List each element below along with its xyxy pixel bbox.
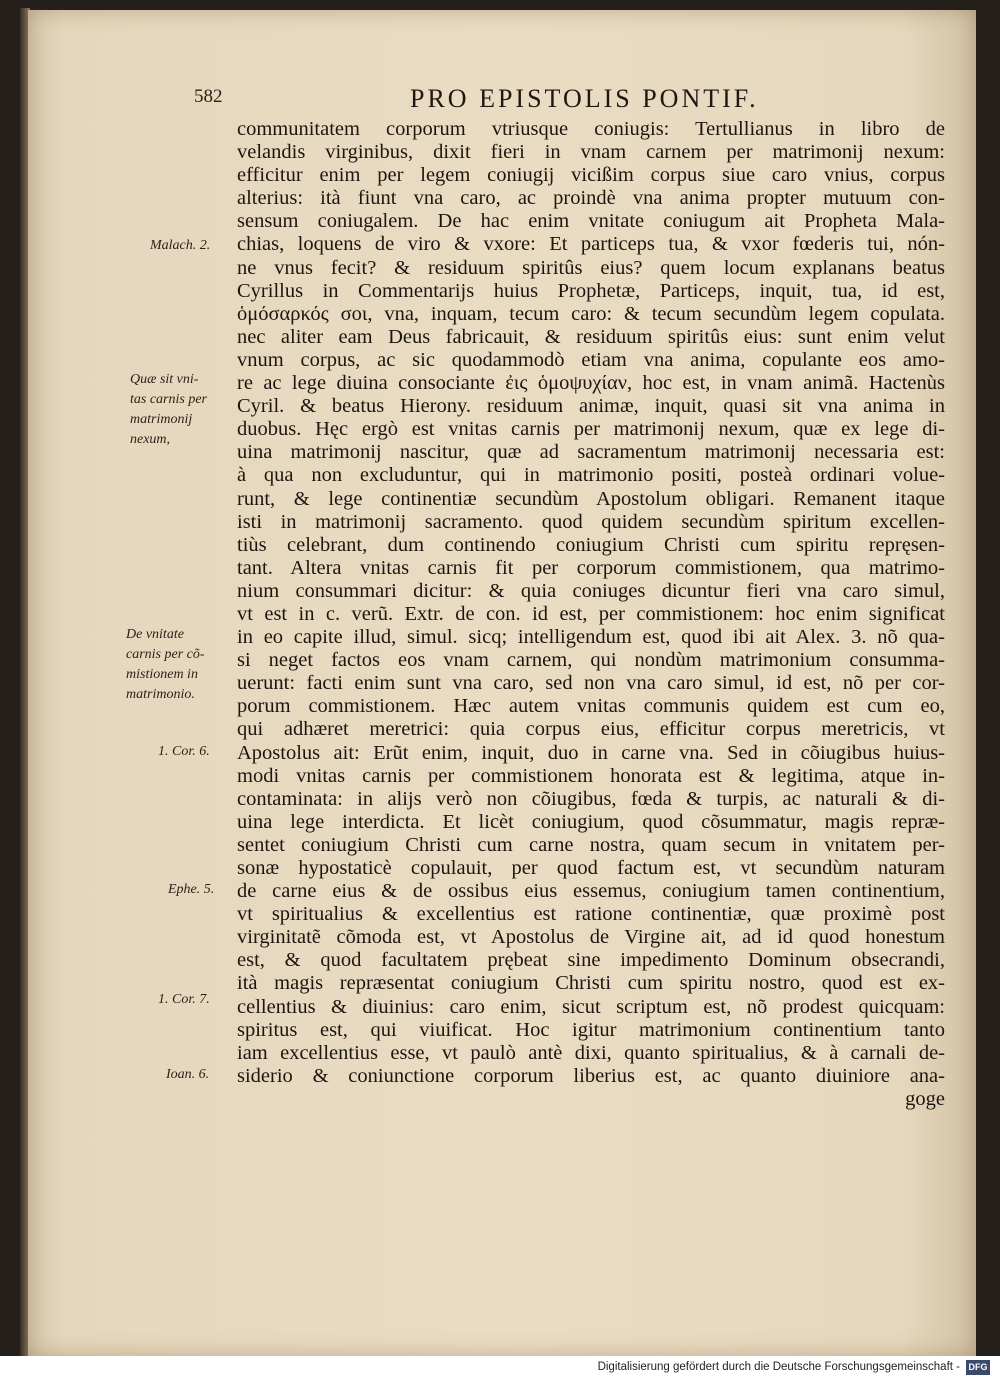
text-line: runt, & lege continentiæ secundùm Apostolum obligari. Remanent itaque [237,487,945,510]
text-line: efficitur enim per legem coniugij vicißim corpus siue caro vnius, corpus [237,164,945,187]
text-line: re ac lege diuina consociante ἐις ὁμοψυχίαν, hoc est, in vnam animã. Hactenùs [237,372,945,395]
text-line: ὁμόσαρκός σοι, vna, inquam, tecum caro: & tecum secundùm legem copulata. [237,302,945,325]
text-line: communitatem corporum vtriusque coniugis: Tertullianus in libro de [237,118,945,140]
body-text [237,118,945,1111]
text-line: duobus. Hęc ergò est vnitas carnis per matrimonij nexum, quæ ex lege di- [237,418,945,441]
margin-note-cor6: 1. Cor. 6. [158,744,210,759]
text-line: iam excellentius esse, vt paulò antè dixi, quanto spiritualius, & à carnali de- [237,1041,945,1064]
margin-note-malach: Malach. 2. [150,238,211,253]
running-head: PRO EPISTOLIS PONTIF. [410,84,759,113]
text-line: sonæ hypostaticè copulauit, per quod factum est, vt secundùm naturam [237,857,945,879]
text-line: nec aliter eam Deus fabricauit, & residuum spiritûs eius: sunt enim velut [237,325,945,348]
text-line: vnum corpus, ac sic quodammodò etiam vna anima, copulante eos amo- [237,348,945,371]
text-line: vt spiritualius & excellentius est ratione continentiæ, quæ proximè post [237,903,945,926]
text-line: in eo capite illud, simul. sicq; intelligendum est, quod ibi ait Alex. 3. nõ qua- [237,626,945,649]
text-line: uina lege interdicta. Et licèt coniugium, quod cõsummatur, magis repræ- [237,810,945,833]
text-line: ne vnus fecit? & residuum spiritûs eius? quem locum explanans beatus [237,256,945,279]
footer-bar [0,1356,1000,1381]
text-line: nium consummari dicitur: & quia coniuges dicuntur fieri vna caro simul, [237,579,945,602]
digitization-credit: Digitalisierung gefördert durch die Deutsche Forschungsgemeinschaft - [597,1361,960,1373]
text-line: chias, loquens de viro & vxore: Et particeps tua, & vxor fœderis tui, nón- [237,233,945,256]
text-line: si neget factos eos vnam carnem, qui nondùm matrimonium consumma- [237,649,945,672]
margin-note-de-vnitate: De vnitate carnis per cõ- mistionem in matrimonio. [126,627,205,702]
text-line: Apostolus ait: Erũt enim, inquit, duo in carne vna. Sed in cõiugibus huius- [237,741,945,764]
text-line: alterius: ità fiunt vna caro, ac proindè vna anima propter mutuum con- [237,187,945,210]
margin-note-ioan6: Ioan. 6. [166,1067,210,1082]
text-line: goge [905,1087,945,1110]
text-line: sensum coniugalem. De hac enim vnitate coniugum ait Propheta Mala- [237,210,945,233]
text-line: cellentius & diuinius: caro enim, sicut scriptum est, nõ prodest quicquam: [237,995,945,1018]
text-line: vt est in c. verũ. Extr. de con. id est, per commistionem: hoc enim significat [237,602,945,625]
text-line: spiritus est, qui viuificat. Hoc igitur matrimonium continentium tanto [237,1018,945,1041]
dfg-logo: DFG [966,1360,990,1375]
text-line: contaminata: in alijs verò non cõiugibus, fœda & turpis, ac naturali & di- [237,787,945,810]
text-line: virginitatẽ cõmoda est, vt Apostolus de Virgine ait, ad id quod honestum [237,926,945,949]
text-line: uina matrimonij nascitur, quæ ad sacramentum matrimonij necessaria est: [237,441,945,464]
margin-note-ephe5: Ephe. 5. [168,882,215,897]
text-line: qui adhæret meretrici: quia corpus eius, efficitur corpus meretricis, vt [237,718,945,741]
page-number: 582 [194,86,223,107]
text-line: à qua non excluduntur, qui in matrimonio positi, posteà ordinari volue- [237,464,945,487]
text-line: sentet coniugium Christi cum carne nostra, quam secum in vnitatem per- [237,833,945,856]
text-line: velandis virginibus, dixit fieri in vnam carnem per matrimonij nexum: [237,141,945,164]
text-line: Cyrillus in Commentarijs huius Prophetæ, Particeps, inquit, tua, id est, [237,279,945,302]
text-line: tiùs celebrant, dum continendo coniugium Christi cum spiritu repręsen- [237,533,945,556]
text-line: modi vnitas carnis per commistionem honorata est & legitima, atque in- [237,764,945,787]
text-line: de carne eius & de ossibus eius essemus, coniugium tamen continentium, [237,880,945,903]
margin-note-cor7: 1. Cor. 7. [158,992,210,1007]
text-line: est, & quod facultatem prębeat sine impedimento Dominum obsecrandi, [237,949,945,972]
text-line: ità magis repræsentat coniugium Christi cum spiritu nostro, quod est ex- [237,972,945,995]
text-line: Cyril. & beatus Hierony. residuum animæ, inquit, quasi sit vna anima in [237,395,945,418]
text-line: uerunt: facti enim sunt vna caro, sed non vna caro simul, id est, nõ per cor- [237,672,945,695]
text-line: isti in matrimonij sacramento. quod quidem secundùm spiritum excellen- [237,510,945,533]
text-line: tant. Altera vnitas carnis fit per corporum commistionem, qua matrimo- [237,556,945,579]
margin-note-quae-sit: Quæ sit vni- tas carnis per matrimonij nexum, [130,372,207,447]
text-line: siderio & coniunctione corporum liberius est, ac quanto diuiniore ana- [237,1064,945,1087]
text-line: porum commistionem. Hæc autem vnitas communis quidem est cum eo, [237,695,945,718]
